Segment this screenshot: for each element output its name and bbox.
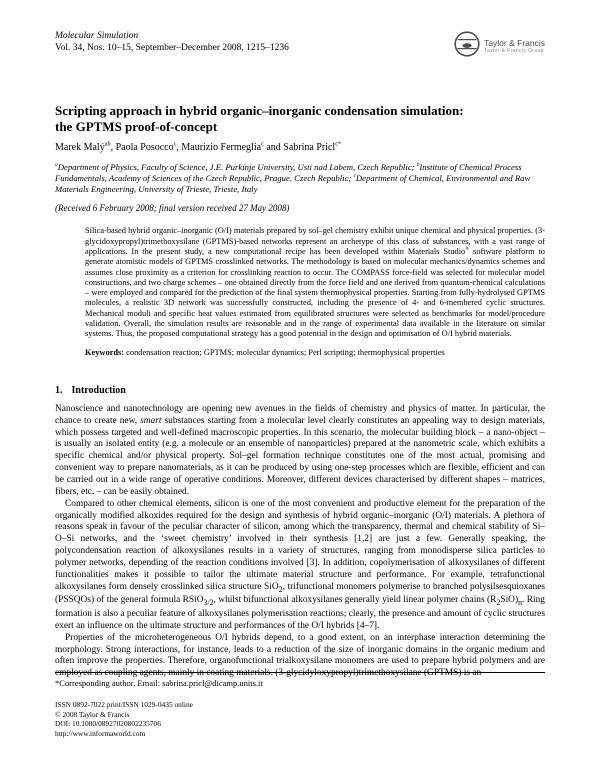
abstract: Silica-based hybrid organic–inorganic (O/I) materials prepared by sol–gel chemistry exhibit unique chemical and physical properties. (3-glycidoxypropyl)trimethoxysilane (GPTMS)-based networks represent an archetype of this class of substances, with a vast range of applications. In the present study, a new computational recipe has been developed within Materials Studio® software platform to generate atomistic models of GPTMS crosslinked networks. The methodology is based on molecular mechanics/dynamics schemes and assumes close proximity as a criterion for crosslinking reaction to occur. The COMPASS force-field was selected for molecular model constructions, and two charge schemes – one obtained directly from the force field and one derived from quantum-chemical calculations – were employed and compared for the prediction of the final system thermophysical properties. Starting from fully-hydrolysed GPTMS molecules, a realistic 3D network was successfully constructed, including the presence of 4- and 6-membered cyclic structures. Mechanical moduli and specific heat values estimated from equilibrated structures were selected as benchmarks for model/procedure validation. Overall, the simulation results are reasonable and in the range of experimental data available in the literature on similar systems. Thus, the proposed computational strategy has a good potential in the design and optimisation of O/I hybrid materials. — [85, 226, 545, 339]
chem-subscript: 2 — [278, 584, 283, 594]
copyright-line: © 2008 Taylor & Francis — [55, 709, 130, 719]
affil-marker: c — [353, 172, 356, 179]
publisher-name: Taylor & Francis — [484, 37, 545, 48]
section-title: Introduction — [71, 384, 126, 396]
publisher-subtitle: Taylor & Francis Group — [484, 47, 544, 54]
keywords-label: Keywords: — [85, 347, 125, 357]
received-dates: (Received 6 February 2008; final version received 27 May 2008) — [55, 203, 290, 214]
intro-paragraph-3: Properties of the microheterogeneous O/I hybrids depend, to a good extent, on an interphase interaction determining the morphology. Strong interactions, for instance, leads to a reduction of the size of inorganic domains in the organic medium and often improve the properties. Therefore, organofunctional trialkoxysilane monomers are used to prepare hybrid polymers and are employed as coupling agents, mainly in coating materials. (3-glycidyloxypropyl)trimethoxysilane (GPTMS) is an — [55, 632, 545, 679]
doi-line: DOI: 10.1080/08927020802235706 — [55, 719, 161, 729]
keywords-line — [85, 348, 545, 358]
affiliation: Institute of Chemical Process Fundamentals, Academy of Sciences of the Czech Republic, Prague, Czech Republic; — [55, 162, 522, 183]
keywords-text: condensation reaction; GPTMS; molecular dynamics; Perl scripting; thermophysical properties — [126, 347, 445, 357]
chem-subscript: n — [518, 598, 522, 608]
section-heading-introduction — [55, 385, 545, 396]
affiliations — [55, 162, 545, 194]
section-number: 1. — [55, 384, 63, 396]
article-title-line2: the GPTMS proof-of-concept — [55, 118, 218, 134]
affil-marker: b — [416, 162, 420, 169]
imprint-block — [55, 700, 545, 738]
publisher-logo-text — [484, 39, 545, 55]
intro-paragraph-1: Nanoscience and nanotechnology are opening new avenues in the fields of chemistry and physics of matter. In particular, the chance to create new, smart substances starting from a molecular level clearly constitutes an appealing way to design materials, which possess targeted and well-defined macroscopic properties. In this scenario, the molecular building block – a nano-object – is usually an isolated entity (e.g. a molecule or an ensemble of nanoparticles) prepared at the nanometric scale, which exhibits a specific chemical and/or physical property. Sol–gel formation technique constitutes one of the most actual, promising and convenient way to prepare nanomaterials, as it can be produced by using one-step processes which are flexible, efficient and can be carried out in a wide range of operative conditions. Moreover, different devices characterised by different shapes – matrices, fibers, etc. – can be easily obtained. — [55, 403, 545, 497]
author-affil-marker: c* — [335, 140, 342, 148]
journal-name: Molecular Simulation — [55, 31, 139, 41]
page-footer — [55, 672, 545, 738]
emphasis-smart: smart — [140, 415, 162, 426]
author-affil-marker: c — [261, 140, 264, 148]
author: Maurizio Fermeglia$^c$ and — [181, 140, 284, 153]
affiliation: Department of Physics, Faculty of Science, J.E. Purkinje University, Usti nad Labem, Czech Republic; — [57, 162, 417, 172]
author: Marek Malý$^{ab}$, — [55, 140, 116, 153]
author-list — [55, 141, 545, 154]
taylor-francis-logo-icon — [454, 31, 480, 62]
chem-subscript: 2 — [496, 598, 501, 608]
article-title — [55, 103, 545, 134]
journal-issue-line: Vol. 34, Nos. 10–15, September–December 2008, 1215–1236 — [55, 43, 289, 53]
affiliation: Department of Chemical, Environmental and Raw Materials Engineering, University of Trieste, Trieste, Italy — [55, 172, 531, 194]
corresponding-author-note: *Corresponding author. Email: sabrina.pricl@dicamp.units.it — [55, 678, 263, 688]
page-header — [55, 30, 545, 62]
intro-paragraph-2: Compared to other chemical elements, silicon is one of the most convenient and productive element for the preparation of the organically modified alkoxides required for the design and synthesis of hybrid organic–inorganic (O/I) materials. A plethora of reasons speak in favour of the peculiar character of silicon, among which the transparency, thermal and chemical stability of Si–O–Si networks, and the ‘sweet chemistry’ involved in their synthesis [1,2] are just a few. Generally speaking, the polycondensation reaction of alkoxysilanes results in a variety of structures, ranging from monodisperse silica particles to polymer networks, depending of the reaction conditions involved [3]. In addition, copolymerisation of alkoxysilanes of different functionalities makes it possible to tailor the ultimate material structure and performance. For example, tetrafunctional alkoxysilanes form densely crosslinked silica structure SiO$_2$, trifunctional monomers polymerise to branched polysilsesquioxanes (PSSQOs) of the general formula RSiO$_{3/2}$, whilst bifunctional alkoxysilanes generally yield linear polymer chains $(R_2SiO)_n$. Ring formation is also a peculiar feature of alkoxysilanes polymerisation reactions; clearly, the presence and amount of cyclic structures exert an influence on the ultimate structure and performances of the O/I hybrids [4–7]. — [55, 498, 545, 631]
publisher-url: http://www.informaworld.com — [55, 728, 146, 738]
affil-marker: a — [55, 162, 58, 169]
author-affil-marker: c — [173, 140, 177, 148]
chem-subscript: 3/2 — [203, 598, 214, 608]
publisher-logo — [454, 31, 545, 62]
journal-info — [55, 30, 289, 54]
article-title-line1: Scripting approach in hybrid organic–inorganic condensation simulation: — [55, 103, 464, 118]
author: Sabrina Pricl$^{c*}$ — [283, 140, 342, 153]
footnote-rule — [55, 672, 545, 673]
issn-line: ISSN 0892-7022 print/ISSN 1029-0435 online — [55, 700, 193, 709]
author-affil-marker: ab — [104, 140, 111, 148]
author: Paola Posocco$^c$, — [115, 140, 182, 153]
registered-mark: ® — [465, 246, 470, 253]
